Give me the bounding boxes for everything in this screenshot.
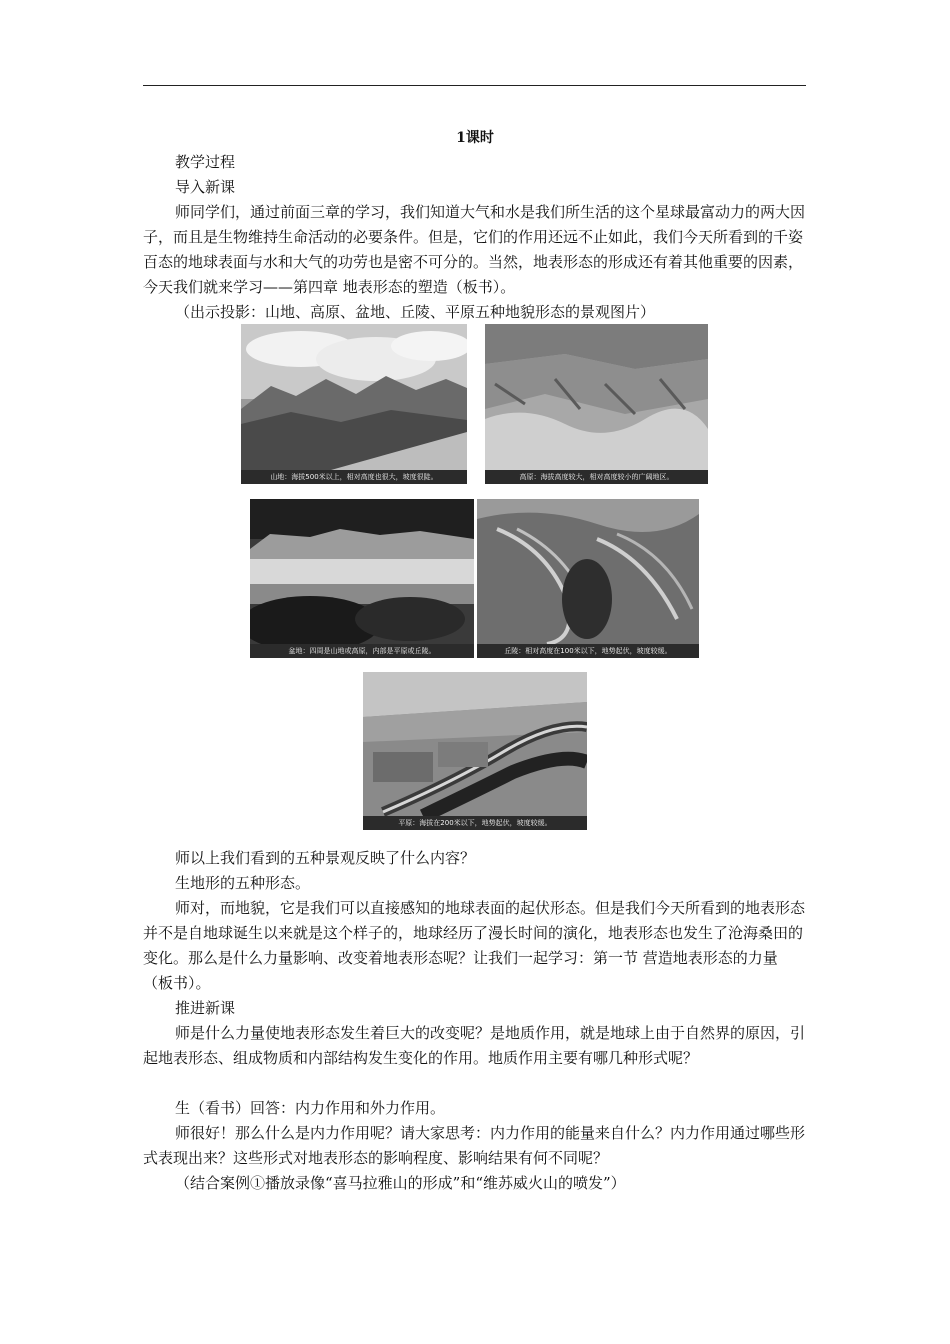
header-rule [143,85,806,86]
paragraph-student-answer-1: 生地形的五种形态。 [175,874,311,892]
hills-photo [477,499,699,658]
heading-introduction: 导入新课 [175,178,236,196]
paragraph-intro: 师同学们，通过前面三章的学习，我们知道大气和水是我们所生活的这个星球最富动力的两大因子，而且是生物维持生命活动的必要条件。但是，它们的作用还远不止如此，我们今天所看到的千姿百态的地球表面与水和大气的功劳也是密不可分的。当然，地表形态的形成还有着其他重要的因素，今天我们就来学习——第四章 地表形态的塑造（板书）。 [143,203,806,296]
paragraph-teacher-question-2: 师很好！那么什么是内力作用呢？请大家思考：内力作用的能量来自什么？内力作用通过哪些形式表现出来？这些形式对地表形态的影响程度、影响结果有何不同呢？ [143,1124,806,1167]
paragraph-geologic-process: 师是什么力量使地表形态发生着巨大的改变呢？是地质作用，就是地球上由于自然界的原因，引起地表形态、组成物质和内部结构发生变化的作用。地质作用主要有哪几种形式呢？ [143,1024,806,1067]
heading-teaching-process: 教学过程 [175,153,236,171]
mountain-photo [241,324,467,484]
figure-basin [250,499,474,658]
heading-new-lesson: 推进新课 [175,999,236,1017]
page-title: 1课时 [456,130,494,146]
figure-plain [363,672,587,830]
figure-mountain [241,324,467,484]
plateau-photo [485,324,708,484]
paragraph-teacher-question-1: 师以上我们看到的五种景观反映了什么内容？ [175,849,476,867]
figure-hills [477,499,699,658]
basin-photo [250,499,474,658]
paragraph-teacher-explanation: 师对，而地貌，它是我们可以直接感知的地球表面的起伏形态。但是我们今天所看到的地表形态并不是自地球诞生以来就是这个样子的，地球经历了漫长时间的演化，地表形态也发生了沧海桑田的变化。那么是什么力量影响、改变着地表形态呢？让我们一起学习：第一节 营造地表形态的力量（板书）。 [143,899,806,992]
caption-hills: 丘陵：相对高度在100米以下，地势起伏，坡度较缓。 [477,644,699,658]
paragraph-video-note: （结合案例①播放录像“喜马拉雅山的形成”和“维苏威火山的喷发”） [175,1174,626,1192]
plain-photo [363,672,587,830]
caption-plain: 平原：海拔在200米以下，地势起伏，坡度较缓。 [363,816,587,830]
paragraph-projection-note: （出示投影：山地、高原、盆地、丘陵、平原五种地貌形态的景观图片） [175,303,656,321]
caption-mountain: 山地：海拔500米以上，相对高度也很大，坡度很陡。 [241,470,467,484]
caption-plateau: 高原：海拔高度较大，相对高度较小的广阔地区。 [485,470,708,484]
caption-basin: 盆地：四周是山地或高原，内部是平原或丘陵。 [250,644,474,658]
paragraph-student-answer-2: 生（看书）回答：内力作用和外力作用。 [175,1099,446,1117]
figure-plateau [485,324,708,484]
